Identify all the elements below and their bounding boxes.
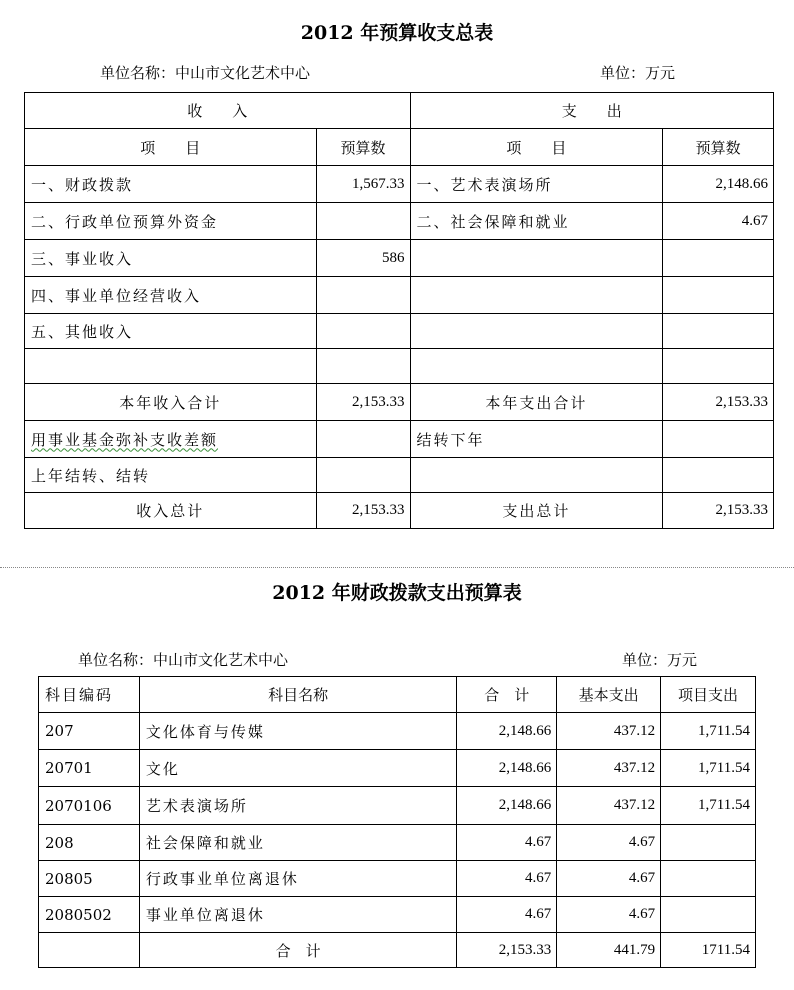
col-basic: 基本支出 — [557, 677, 661, 713]
table-row — [25, 129, 774, 166]
table-row — [39, 677, 756, 713]
income-value — [316, 349, 410, 384]
income-value — [316, 277, 410, 314]
table-row — [25, 203, 774, 240]
income-value — [316, 314, 410, 349]
total-value: 4.67 — [457, 861, 557, 897]
carry-forward-label: 结转下年 — [410, 421, 663, 458]
project-value: 1,711.54 — [661, 787, 756, 825]
project-value: 1,711.54 — [661, 713, 756, 750]
subject-code: 20701 — [39, 750, 140, 787]
expense-value — [663, 314, 774, 349]
col-item-expense: 项 目 — [410, 129, 663, 166]
table-row — [25, 384, 774, 421]
year-income-total: 2,153.33 — [316, 384, 410, 421]
income-item: 四、事业单位经营收入 — [25, 277, 317, 314]
subject-name: 社会保障和就业 — [139, 825, 456, 861]
expense-total-label: 支出总计 — [410, 493, 663, 529]
header-income: 收 入 — [25, 93, 411, 129]
sum-label: 合 计 — [139, 933, 456, 968]
section-divider — [0, 567, 794, 568]
expense-value: 4.67 — [663, 203, 774, 240]
table-row — [25, 240, 774, 277]
table2-unit-name: 单位名称：中山市文化艺术中心 — [78, 651, 289, 669]
table2-title: 2012 年财政拨款支出预算表 — [272, 582, 522, 604]
expense-value — [663, 240, 774, 277]
expense-total: 2,153.33 — [663, 493, 774, 529]
total-value: 4.67 — [457, 825, 557, 861]
subject-name: 文化体育与传媒 — [139, 713, 456, 750]
sum-basic: 441.79 — [557, 933, 661, 968]
table-row — [39, 713, 756, 750]
col-project: 项目支出 — [661, 677, 756, 713]
income-total-label: 收入总计 — [25, 493, 317, 529]
total-value: 4.67 — [457, 897, 557, 933]
subject-code: 208 — [39, 825, 140, 861]
subject-name: 行政事业单位离退休 — [139, 861, 456, 897]
expense-value — [663, 277, 774, 314]
subject-code: 2070106 — [39, 787, 140, 825]
subject-code: 207 — [39, 713, 140, 750]
income-item: 五、其他收入 — [25, 314, 317, 349]
project-value — [661, 861, 756, 897]
table-row — [39, 897, 756, 933]
total-value: 2,148.66 — [457, 713, 557, 750]
col-name: 科目名称 — [139, 677, 456, 713]
total-value: 2,148.66 — [457, 787, 557, 825]
sum-total: 2,153.33 — [457, 933, 557, 968]
table-row — [39, 861, 756, 897]
total-value: 2,148.66 — [457, 750, 557, 787]
basic-value: 4.67 — [557, 825, 661, 861]
fund-balance-label: 用事业基金弥补支收差额 — [31, 430, 219, 449]
table-row — [39, 750, 756, 787]
table-row — [25, 314, 774, 349]
subject-code: 2080502 — [39, 897, 140, 933]
income-item — [25, 349, 317, 384]
income-total: 2,153.33 — [316, 493, 410, 529]
col-budget-income: 预算数 — [316, 129, 410, 166]
appropriation-expense-table — [38, 676, 756, 968]
expense-value — [663, 349, 774, 384]
basic-value: 4.67 — [557, 897, 661, 933]
income-item: 二、行政单位预算外资金 — [25, 203, 317, 240]
table-row — [25, 93, 774, 129]
table-row — [25, 458, 774, 493]
table2-unit: 单位：万元 — [622, 651, 698, 669]
table1-title: 2012 年预算收支总表 — [300, 22, 494, 44]
expense-item: 一、艺术表演场所 — [410, 166, 663, 203]
budget-summary-table — [24, 92, 774, 529]
income-value: 1,567.33 — [316, 166, 410, 203]
income-item: 三、事业收入 — [25, 240, 317, 277]
basic-value: 4.67 — [557, 861, 661, 897]
subject-name: 事业单位离退休 — [139, 897, 456, 933]
table-row — [25, 421, 774, 458]
income-value: 586 — [316, 240, 410, 277]
prev-year-label: 上年结转、结转 — [25, 458, 317, 493]
year-income-total-label: 本年收入合计 — [25, 384, 317, 421]
year-expense-total: 2,153.33 — [663, 384, 774, 421]
expense-item — [410, 314, 663, 349]
expense-item — [410, 277, 663, 314]
expense-value: 2,148.66 — [663, 166, 774, 203]
table-row — [39, 825, 756, 861]
expense-item — [410, 240, 663, 277]
project-value — [661, 825, 756, 861]
project-value — [661, 897, 756, 933]
expense-item: 二、社会保障和就业 — [410, 203, 663, 240]
table-row — [39, 933, 756, 968]
col-code: 科目编码 — [39, 677, 140, 713]
table-row — [25, 166, 774, 203]
expense-item — [410, 349, 663, 384]
col-budget-expense: 预算数 — [663, 129, 774, 166]
table-row — [25, 349, 774, 384]
subject-name: 文化 — [139, 750, 456, 787]
table-row — [25, 493, 774, 529]
income-item: 一、财政拨款 — [25, 166, 317, 203]
table-row — [25, 277, 774, 314]
table1-unit: 单位：万元 — [600, 64, 676, 82]
subject-code: 20805 — [39, 861, 140, 897]
project-value: 1,711.54 — [661, 750, 756, 787]
table-row — [39, 787, 756, 825]
basic-value: 437.12 — [557, 750, 661, 787]
col-total: 合 计 — [457, 677, 557, 713]
income-value — [316, 203, 410, 240]
basic-value: 437.12 — [557, 713, 661, 750]
header-expense: 支 出 — [410, 93, 774, 129]
table1-unit-name: 单位名称：中山市文化艺术中心 — [100, 64, 311, 82]
col-item-income: 项 目 — [25, 129, 317, 166]
sum-project: 1711.54 — [661, 933, 756, 968]
subject-name: 艺术表演场所 — [139, 787, 456, 825]
year-expense-total-label: 本年支出合计 — [410, 384, 663, 421]
basic-value: 437.12 — [557, 787, 661, 825]
